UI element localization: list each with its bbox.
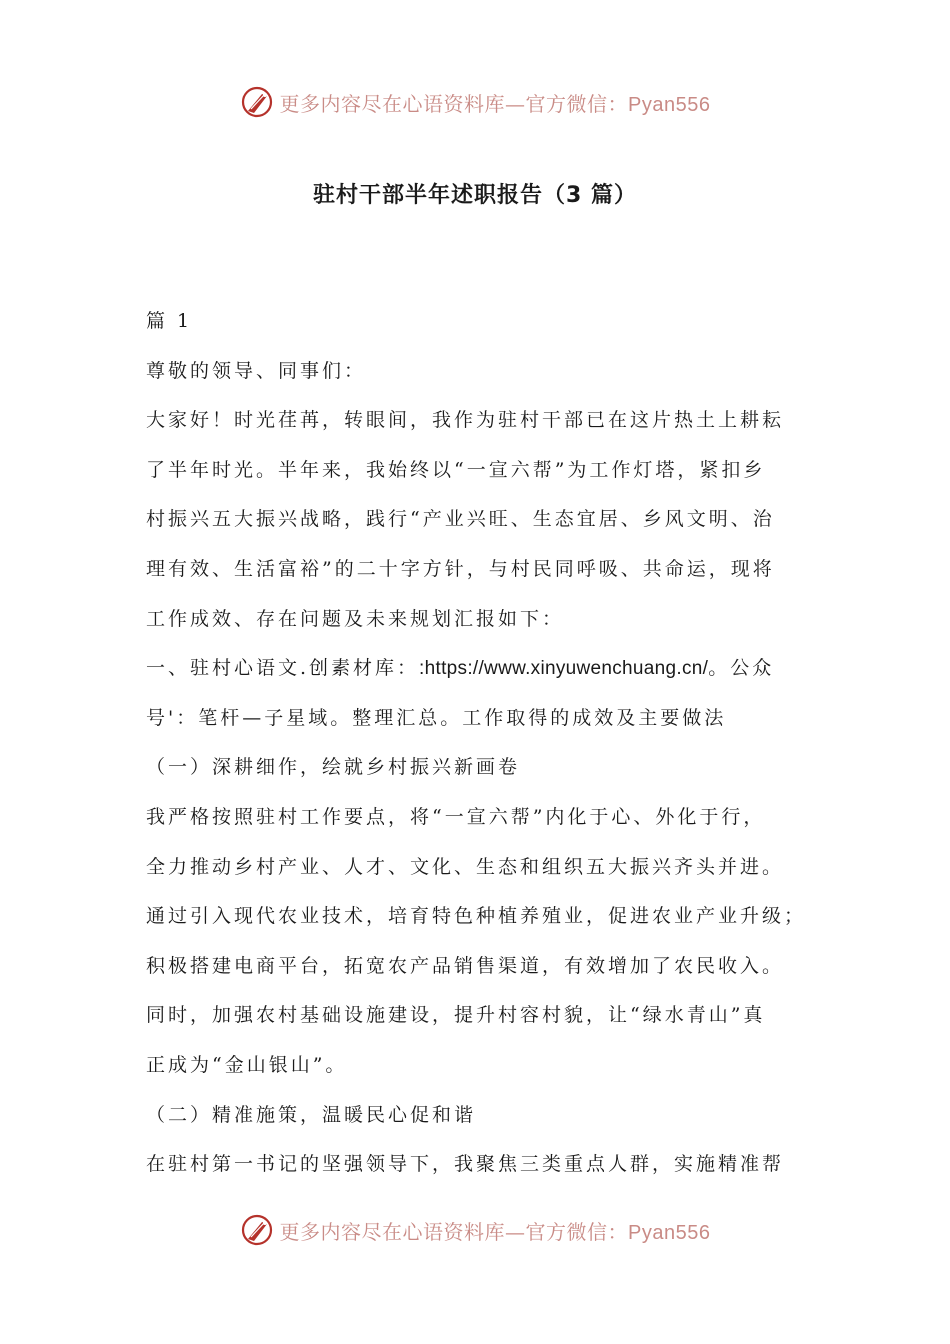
paragraph-line: 同时，加强农村基础设施建设，提升村容村貌，让“绿水青山”真 [146, 1004, 766, 1027]
website-link[interactable]: :https://www.xinyuwenchuang.cn/ [419, 658, 709, 680]
document-title: 驻村干部半年述职报告（3 篇） [313, 183, 637, 208]
watermark-main: 更多内容尽在心语资料库 [279, 91, 506, 116]
subsection-heading: （二）精准施策，温暖民心促和谐 [146, 1103, 477, 1126]
paragraph-line: 理有效、生活富裕”的二十字方针，与村民同呼吸、共命运，现将 [146, 557, 775, 580]
watermark-account-id: Pyan556 [628, 1221, 711, 1244]
link-suffix: 。公众 [708, 657, 775, 680]
document-body [146, 297, 826, 1190]
paragraph-line: 正成为“金山银山”。 [146, 1053, 348, 1076]
watermark-content [240, 1212, 711, 1248]
watermark-separator: — [505, 1219, 526, 1244]
paragraph-line: 我严格按照驻村工作要点，将“一宣六帮”内化于心、外化于行， [146, 805, 766, 828]
subsection-heading: （一）深耕细作，绘就乡村振兴新画卷 [146, 756, 521, 779]
watermark-main: 更多内容尽在心语资料库 [279, 1219, 506, 1244]
paragraph-line: 大家好！时光荏苒，转眼间，我作为驻村干部已在这片热土上耕耘 [146, 409, 785, 432]
paragraph-line: 在驻村第一书记的坚强领导下，我聚焦三类重点人群，实施精准帮 [146, 1153, 785, 1176]
pen-nib-logo-icon [240, 84, 276, 120]
paragraph-line: 号'：笔杆—子星域。整理汇总。工作取得的成效及主要做法 [146, 706, 727, 729]
paragraph-line: 村振兴五大振兴战略，践行“产业兴旺、生态宜居、乡风文明、治 [146, 508, 775, 531]
paragraph-line: 通过引入现代农业技术，培育特色种植养殖业，促进农业产业升级； [146, 905, 807, 928]
watermark-text [280, 1216, 711, 1245]
watermark-account-id: Pyan556 [628, 93, 711, 116]
watermark-account-label: 官方微信： [525, 91, 629, 116]
section-heading: 篇 1 [146, 310, 193, 332]
salutation: 尊敬的领导、同事们： [146, 359, 367, 382]
watermark-banner-top [0, 80, 950, 124]
paragraph-line: 全力推动乡村产业、人才、文化、生态和组织五大振兴齐头并进。 [146, 855, 785, 878]
watermark-content [240, 84, 711, 120]
watermark-banner-bottom [0, 1208, 950, 1252]
watermark-separator: — [505, 91, 526, 116]
watermark-account-label: 官方微信： [525, 1219, 629, 1244]
link-prefix: 一、驻村心语文.创素材库： [146, 657, 420, 680]
paragraph-line: 了半年时光。半年来，我始终以“一宣六帮”为工作灯塔，紧扣乡 [146, 458, 766, 481]
pen-nib-logo-icon [240, 1212, 276, 1248]
paragraph-line: 积极搭建电商平台，拓宽农产品销售渠道，有效增加了农民收入。 [146, 954, 785, 977]
watermark-text [280, 88, 711, 117]
paragraph-line-with-link [146, 644, 826, 694]
paragraph-line: 工作成效、存在问题及未来规划汇报如下： [146, 607, 565, 630]
